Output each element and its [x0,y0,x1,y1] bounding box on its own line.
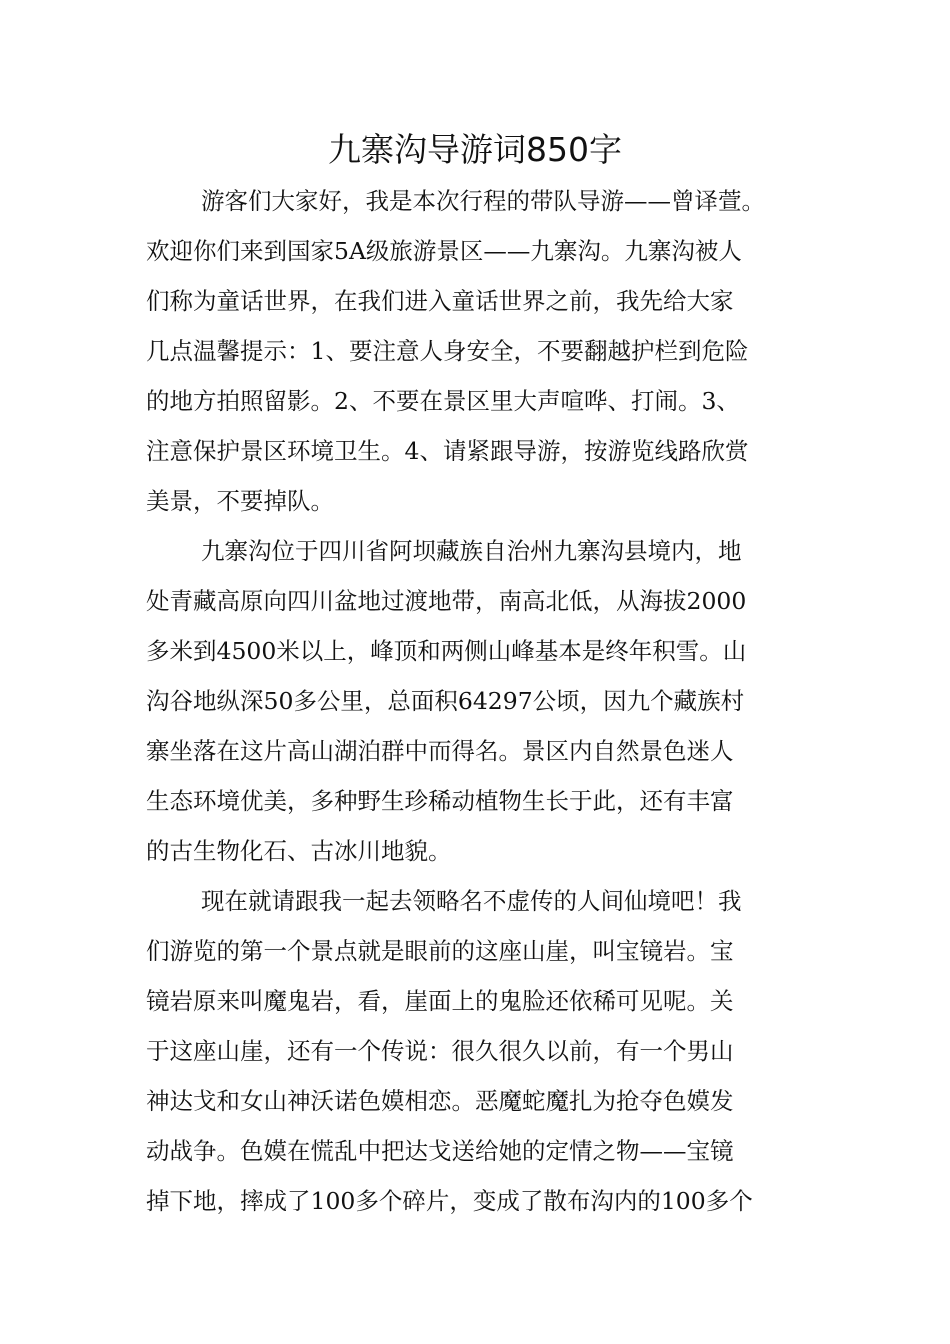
text-line: 多米到4500米以上，峰顶和两侧山峰基本是终年积雪。山 [146,637,747,665]
text-line: 处青藏高原向四川盆地过渡地带，南高北低，从海拔2000 [146,587,747,615]
text-line: 沟谷地纵深50多公里，总面积64297公顷，因九个藏族村 [146,687,745,715]
text-line: 们称为童话世界，在我们进入童话世界之前，我先给大家 [146,287,734,315]
text-line: 九寨沟位于四川省阿坝藏族自治州九寨沟县境内，地 [201,537,742,565]
text-line: 寨坐落在这片高山湖泊群中而得名。景区内自然景色迷人 [146,737,734,765]
text-line: 注意保护景区环境卫生。4、请紧跟导游，按游览线路欣赏 [146,437,749,465]
document-title: 九寨沟导游词850字 [328,130,622,169]
text-line: 神达戈和女山神沃诺色嫫相恋。恶魔蛇魔扎为抢夺色嫫发 [146,1087,734,1115]
text-line: 美景，不要掉队。 [146,487,334,515]
text-line: 的古生物化石、古冰川地貌。 [146,837,452,865]
paragraph-2 [146,526,808,876]
text-line: 的地方拍照留影。2、不要在景区里大声喧哗、打闹。3、 [146,387,740,415]
text-line: 欢迎你们来到国家5A级旅游景区——九寨沟。九寨沟被人 [146,237,742,265]
text-line: 们游览的第一个景点就是眼前的这座山崖，叫宝镜岩。宝 [146,937,734,965]
text-line: 几点温馨提示：1、要注意人身安全，不要翻越护栏到危险 [146,337,749,365]
text-line: 掉下地，摔成了100多个碎片，变成了散布沟内的100多个 [146,1187,753,1215]
text-line: 生态环境优美，多种野生珍稀动植物生长于此，还有丰富 [146,787,734,815]
paragraph-3 [146,876,808,1226]
text-line: 现在就请跟我一起去领略名不虚传的人间仙境吧！我 [201,887,742,915]
text-line: 于这座山崖，还有一个传说：很久很久以前，有一个男山 [146,1037,734,1065]
text-line: 动战争。色嫫在慌乱中把达戈送给她的定情之物——宝镜 [146,1137,734,1165]
paragraph-1 [146,176,808,526]
document-body [146,176,808,1226]
text-line: 镜岩原来叫魔鬼岩，看，崖面上的鬼脸还依稀可见呢。关 [146,987,734,1015]
text-line: 游客们大家好，我是本次行程的带队导游——曾译萱。 [201,187,765,215]
